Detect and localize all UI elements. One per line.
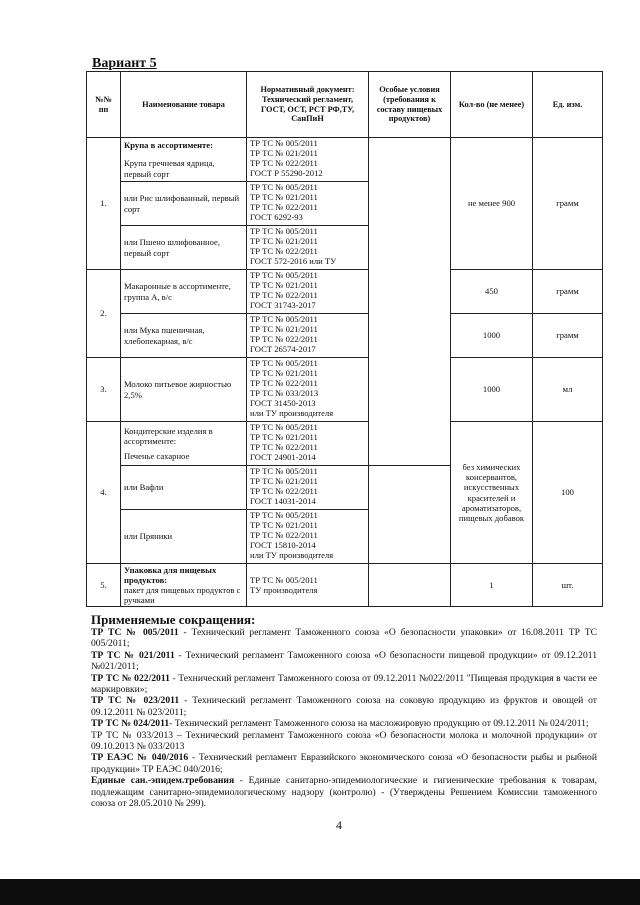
- quantity: не менее 900: [451, 138, 533, 270]
- quantity: 100: [533, 422, 603, 564]
- doc-line: ГОСТ 14031-2014: [250, 496, 316, 507]
- quantity: 1000: [451, 314, 533, 358]
- doc-line: ТР ТС № 022/2011: [250, 290, 318, 301]
- product-name: Молоко питьевое жирностью 2,5%: [121, 358, 247, 422]
- table-row: [87, 564, 603, 607]
- abbreviation-entry: [91, 752, 597, 775]
- product-name: или Вафли: [121, 466, 247, 510]
- product-name: Макаронные в ассортименте, группа А, в/с: [121, 270, 247, 314]
- abbreviation-text: - Единые санитарно-эпидемиологические и гигиенические требования к товарам, подлежащим санитарно-эпидемиологическому надзору (контролю) - (Утверждены Решением Комиссии таможенного союза от 28.05.2010 № 299).: [91, 775, 597, 810]
- abbreviation-entry: [91, 673, 597, 696]
- quantity: 450: [451, 270, 533, 314]
- doc-line: ТР ТС № 022/2011: [250, 202, 318, 213]
- product-name: [121, 138, 247, 182]
- abbreviation-code: ТР ТС № 022/2011: [91, 672, 170, 684]
- doc-line: ТР ТС № 022/2011: [250, 334, 318, 345]
- product-name-line: Крупа гречневая ядрица, первый сорт: [124, 158, 215, 179]
- product-name: или Рис шлифованный, первый сорт: [121, 182, 247, 226]
- quantity: 1000: [451, 358, 533, 422]
- page-number: 4: [336, 818, 342, 832]
- normative-docs: [247, 314, 369, 358]
- abbreviation-text: - Технический регламент Таможенного союза «О безопасности пищевой продукции» от 09.12.2011 №021/2011;: [91, 649, 597, 673]
- doc-line: ГОСТ 24901-2014: [250, 452, 316, 463]
- product-name-line: пакет для пищевых продуктов с ручками: [124, 585, 241, 606]
- table-header-row: [87, 72, 603, 138]
- doc-line: ТР ТС № 021/2011: [250, 476, 318, 487]
- abbreviations-title: Применяемые сокращения:: [91, 612, 256, 627]
- doc-line: ГОСТ 26574-2017: [250, 344, 316, 355]
- variant-title: Вариант 5: [92, 56, 157, 71]
- doc-line: ТР ТС № 021/2011: [250, 520, 318, 531]
- doc-line: ГОСТ 31450-2013: [250, 398, 316, 409]
- normative-docs: [247, 466, 369, 510]
- abbreviation-code: ТР ТС № 021/2011: [91, 649, 175, 661]
- unit: мл: [533, 358, 603, 422]
- doc-line: ГОСТ 6292-93: [250, 212, 303, 223]
- doc-line: ТР ТС № 022/2011: [250, 246, 318, 257]
- abbreviation-entry: [91, 718, 597, 729]
- doc-line: ТР ТС № 005/2011: [250, 466, 318, 476]
- row-number: 3.: [87, 358, 121, 422]
- header-qty: Кол-во (не менее): [451, 72, 533, 138]
- abbreviation-text: - Технический регламент Таможенного союза «О безопасности упаковки» от 16.08.2011 ТР ТС 005/2011;: [91, 627, 598, 650]
- table-row: [87, 358, 603, 422]
- doc-line: ТР ТС № 022/2011: [250, 158, 318, 169]
- table-row: [87, 270, 603, 314]
- abbreviation-text: – Технический регламент Таможенного союза «О безопасности молока и молочной продукции» от 09.10.2013 № 033/2013: [91, 729, 597, 753]
- header-unit: Ед. изм.: [533, 72, 603, 138]
- product-name: [121, 564, 247, 607]
- normative-docs: [247, 422, 369, 466]
- normative-docs: [247, 226, 369, 270]
- doc-line: ГОСТ 31743-2017: [250, 300, 316, 311]
- normative-docs: [247, 358, 369, 422]
- doc-line: ТР ТС № 021/2011: [250, 324, 318, 335]
- header-name: Наименование товара: [121, 72, 247, 138]
- doc-line: ГОСТ Р 55290-2012: [250, 168, 323, 179]
- doc-line: ТР ТС № 005/2011: [250, 182, 318, 192]
- abbreviation-text: - Технический регламент Таможенного союза на масложировую продукцию от 09.12.2011 № 024/2011;: [169, 718, 589, 730]
- normative-docs: [247, 138, 369, 182]
- abbreviations-section: [91, 613, 597, 810]
- abbreviation-text: - Технический регламент Таможенного союза от 09.12.2011 №022/2011 "Пищевая продукция в части ее маркировки»;: [91, 672, 597, 696]
- abbreviation-entry: [91, 627, 597, 650]
- doc-line: ТР ТС № 022/2011: [250, 378, 318, 389]
- products-table: [86, 71, 603, 607]
- doc-line: ТР ТС № 033/2013: [250, 388, 319, 399]
- table-row: [87, 138, 603, 182]
- product-name: [121, 422, 247, 466]
- doc-line: ТР ТС № 005/2011: [250, 138, 318, 148]
- doc-line: ГОСТ 15810-2014: [250, 540, 316, 551]
- doc-line: ТР ТС № 005/2011: [250, 226, 318, 236]
- product-name: или Мука пшеничная, хлебопекарная, в/с: [121, 314, 247, 358]
- abbreviation-text: - Технический регламент Таможенного союза на соковую продукцию из фруктов и овощей от 09.12.2011 № 023/2011;: [91, 695, 598, 718]
- header-special: Особые условия (требования к составу пищевых продуктов): [369, 72, 451, 138]
- product-name-line: Печенье сахарное: [124, 450, 190, 461]
- doc-line: ТР ТС № 021/2011: [250, 236, 318, 247]
- scan-bottom-edge: [0, 879, 640, 905]
- unit: грамм: [533, 270, 603, 314]
- abbreviation-code: ТР ТС № 024/2011: [91, 718, 170, 730]
- doc-line: или ТУ производителя: [250, 408, 334, 419]
- abbreviation-entry: [91, 730, 597, 753]
- abbreviation-code: ТР ТС № 033/2013: [91, 729, 174, 741]
- abbreviation-entry: [91, 650, 597, 673]
- quantity: 1: [451, 564, 533, 607]
- table-row: [87, 314, 603, 358]
- doc-line: ТР ТС № 005/2011: [250, 270, 318, 280]
- row-number: 5.: [87, 564, 121, 607]
- row-number: 4.: [87, 422, 121, 564]
- doc-line: ТР ТС № 005/2011: [250, 574, 318, 585]
- abbreviation-code: ТР ТС № 005/2011: [91, 627, 179, 638]
- product-name-line: Упаковка для пищевых продуктов:: [124, 564, 217, 585]
- unit: грамм: [533, 138, 603, 270]
- row-number: 2.: [87, 270, 121, 358]
- abbreviation-entry: [91, 775, 597, 809]
- abbreviation-code: ТР ТС № 023/2011: [91, 695, 180, 707]
- doc-line: или ТУ производителя: [250, 550, 334, 561]
- normative-docs: [247, 182, 369, 226]
- doc-line: ТР ТС № 022/2011: [250, 530, 318, 541]
- doc-line: ТУ производителя: [250, 585, 318, 595]
- doc-line: ТР ТС № 021/2011: [250, 280, 318, 291]
- doc-line: ТР ТС № 005/2011: [250, 510, 318, 520]
- normative-docs: [247, 564, 369, 607]
- product-name: или Пряники: [121, 510, 247, 564]
- unit: шт.: [533, 564, 603, 607]
- special-conditions: без химических консервантов, искусственных красителей и ароматизаторов, пищевых добавок: [451, 422, 533, 564]
- row-number: 1.: [87, 138, 121, 270]
- abbreviation-entry: [91, 695, 597, 718]
- abbreviation-code: ТР ЕАЭС № 040/2016: [91, 752, 189, 764]
- doc-line: ТР ТС № 005/2011: [250, 422, 318, 432]
- doc-line: ТР ТС № 021/2011: [250, 192, 318, 203]
- doc-line: ТР ТС № 022/2011: [250, 442, 318, 453]
- product-name-line: Кондитерские изделия в ассортименте:: [124, 426, 213, 447]
- doc-line: ТР ТС № 005/2011: [250, 358, 318, 368]
- header-num: №№ пп: [87, 72, 121, 138]
- abbreviation-code: Единые сан.-эпидем.требования: [91, 775, 235, 787]
- doc-line: ТР ТС № 021/2011: [250, 148, 318, 159]
- product-name: или Пшено шлифованное, первый сорт: [121, 226, 247, 270]
- normative-docs: [247, 270, 369, 314]
- doc-line: ТР ТС № 005/2011: [250, 314, 318, 324]
- doc-line: ГОСТ 572-2016 или ТУ: [250, 256, 337, 267]
- abbreviation-text: - Технический регламент Евразийского экономического союза «О безопасности рыбы и рыбной продукции» ТР ЕАЭС 040/2016;: [91, 752, 597, 775]
- special-conditions-cell: [369, 564, 451, 607]
- table-row: [87, 422, 603, 466]
- doc-line: ТР ТС № 022/2011: [250, 486, 318, 497]
- unit: грамм: [533, 314, 603, 358]
- header-doc: Нормативный документ: Технический регламент, ГОСТ, ОСТ, РСТ РФ,ТУ, СанПиН: [247, 72, 369, 138]
- product-name-line: Крупа в ассортименте:: [124, 140, 213, 151]
- normative-docs: [247, 510, 369, 564]
- doc-line: ТР ТС № 021/2011: [250, 432, 318, 443]
- doc-line: ТР ТС № 021/2011: [250, 368, 318, 379]
- special-conditions-cell: [369, 138, 451, 466]
